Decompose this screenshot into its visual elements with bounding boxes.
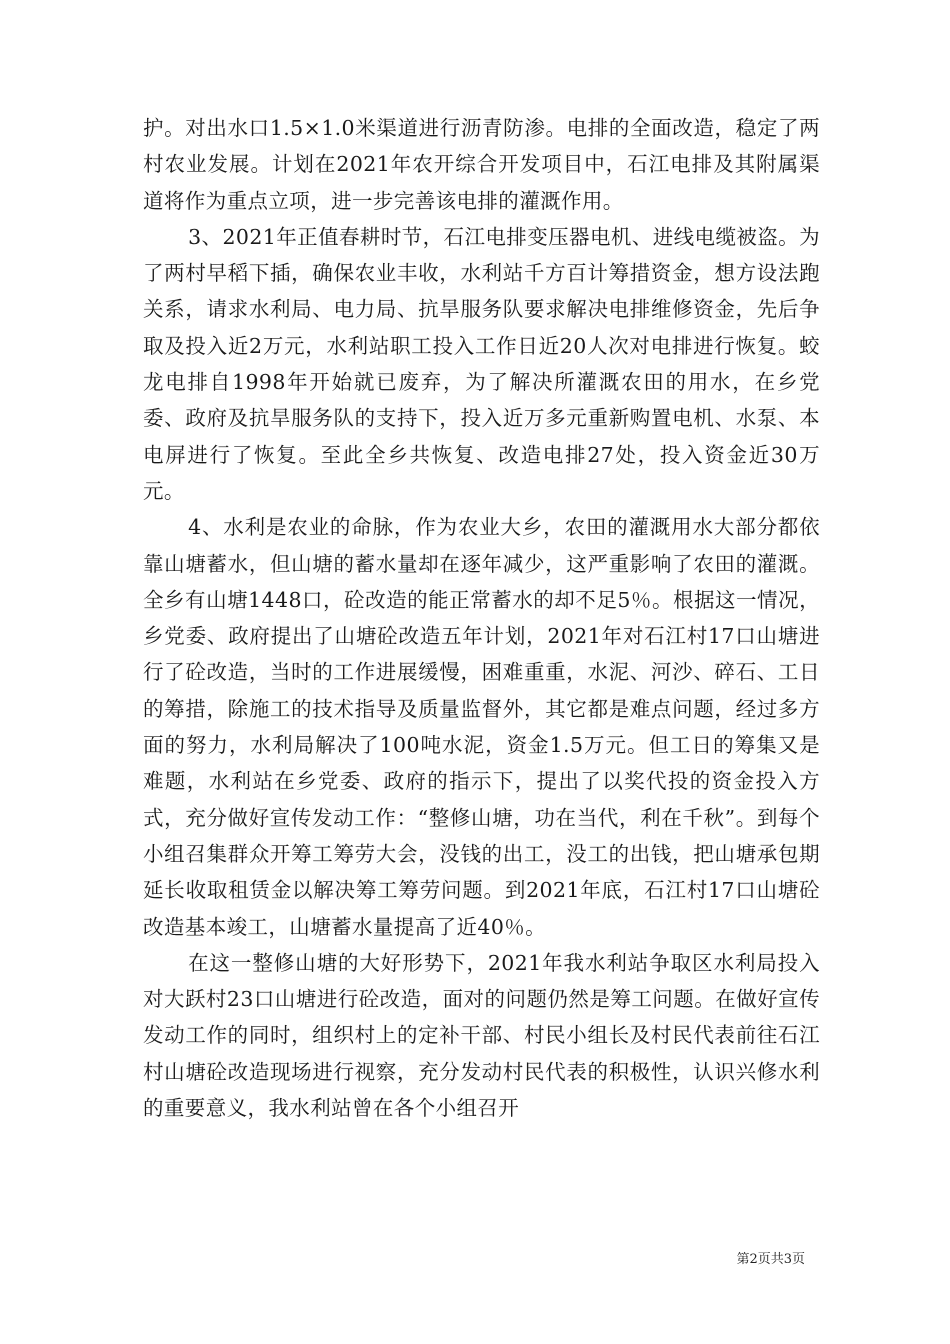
paragraph-3: 4、水利是农业的命脉，作为农业大乡，农田的灌溉用水大部分都依靠山塘蓄水，但山塘的蓄水量却在逐年减少，这严重影响了农田的灌溉。全乡有山塘1448口，砼改造的能正常蓄水的却不足5％。根据这一情况，乡党委、政府提出了山塘砼改造五年计划，2021年对石江村17口山塘进行了砼改造，当时的工作进展缓慢，困难重重，水泥、河沙、碎石、工日的筹措，除施工的技术指导及质量监督外，其它都是难点问题，经过多方面的努力，水利局解决了100吨水泥，资金1.5万元。但工日的筹集又是难题，水利站在乡党委、政府的指示下，提出了以奖代投的资金投入方式，充分做好宣传发动工作：“整修山塘，功在当代，利在千秋”。到每个小组召集群众开筹工筹劳大会，没钱的出工，没工的出钱，把山塘承包期延长收取租赁金以解决筹工筹劳问题。到2021年底，石江村17口山塘砼改造基本竣工，山塘蓄水量提高了近40％。 [143, 515, 820, 939]
paragraph-1: 护。对出水口1.5×1.0米渠道进行沥青防渗。电排的全面改造，稳定了两村农业发展。计划在2021年农开综合开发项目中，石江电排及其附属渠道将作为重点立项，进一步完善该电排的灌溉作用。 [143, 116, 820, 213]
document-body [143, 110, 820, 1126]
page-number-footer: 第2页共3页 [736, 1252, 805, 1267]
paragraph-4: 在这一整修山塘的大好形势下，2021年我水利站争取区水利局投入对大跃村23口山塘进行砼改造，面对的问题仍然是筹工问题。在做好宣传发动工作的同时，组织村上的定补干部、村民小组长及村民代表前往石江村山塘砼改造现场进行视察，充分发动村民代表的积极性，认识兴修水利的重要意义，我水利站曾在各个小组召开 [143, 950, 820, 1121]
paragraph-2: 3、2021年正值春耕时节，石江电排变压器电机、进线电缆被盗。为了两村早稻下插，确保农业丰收，水利站千方百计筹措资金，想方设法跑关系，请求水利局、电力局、抗旱服务队要求解决电排维修资金，先后争取及投入近2万元，水利站职工投入工作日近20人次对电排进行恢复。蛟龙电排自1998年开始就已废弃，为了解决所灌溉农田的用水，在乡党委、政府及抗旱服务队的支持下，投入近万多元重新购置电机、水泵、本电屏进行了恢复。至此全乡共恢复、改造电排27处，投入资金近30万元。 [143, 224, 820, 503]
